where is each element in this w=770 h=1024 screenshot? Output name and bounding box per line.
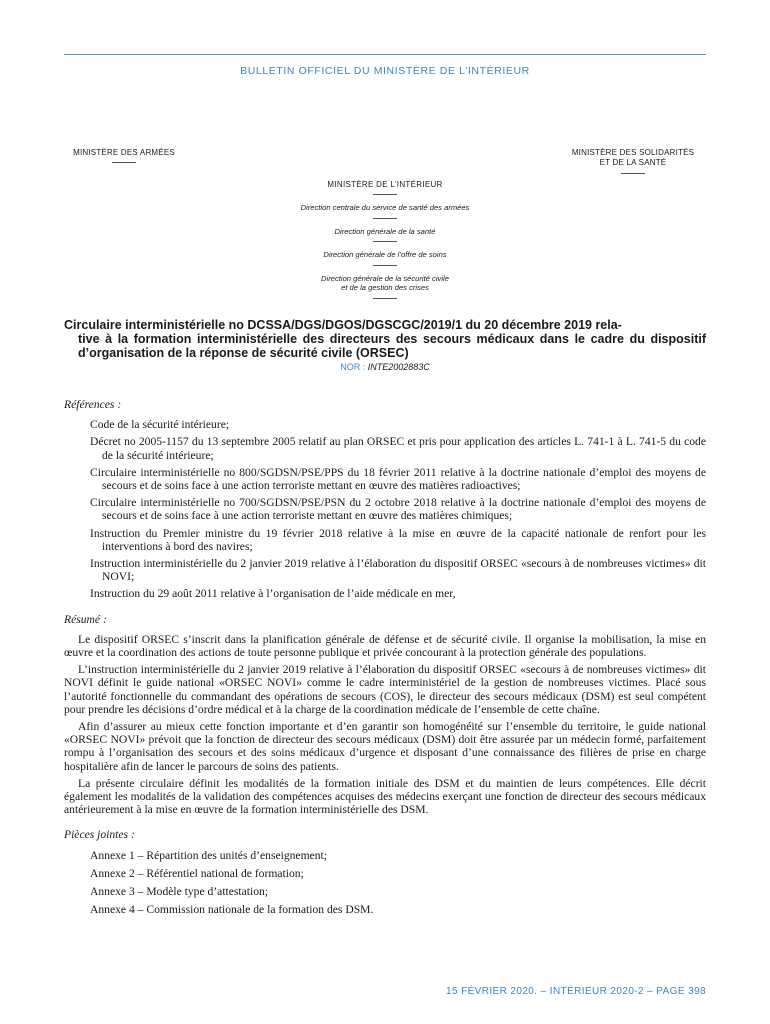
direction-4 — [235, 274, 535, 293]
ministry-right-line1: MINISTÈRE DES SOLIDARITÉS — [571, 148, 695, 157]
direction-4-line2: et de la gestion des crises — [341, 283, 429, 292]
reference-item: Code de la sécurité intérieure; — [90, 418, 230, 432]
page-footer: 15 FÉVRIER 2020. – INTÉRIEUR 2020-2 – PAGE 398 — [446, 986, 706, 997]
annex-item: Annexe 2 – Référentiel national de formation; — [90, 866, 304, 880]
direction-4-line1: Direction générale de la sécurité civile — [321, 273, 449, 283]
references-label: Références : — [64, 398, 122, 411]
attachments-label: Pièces jointes : — [64, 828, 135, 842]
direction-2: Direction générale de la santé — [334, 226, 436, 236]
annex-item: Annexe 3 – Modèle type d’attestation; — [90, 885, 269, 899]
divider — [373, 241, 397, 242]
summary-paragraph: L’instruction interministérielle du 2 janvier 2019 relative à l’élaboration du dispositif ORSEC «secours à de nombreuses victimes» dit NOVI définit le guide national «ORSEC NOVI» comme le cadre interministériel de la gestion de nombreuses victimes. Placé sous l’autorité fonctionnelle du commandant des opérations de secours (COS), le directeur des secours médicaux (DSM) est seul compétent pour prendre les décisions d’ordre médical et à la charge de la coordination médicale de l’ensemble de cette chaîne. — [64, 663, 706, 716]
reference-item: Circulaire interministérielle no 700/SGDSN/PSE/PSN du 2 octobre 2018 relative à la doctrine nationale d’emploi des moyens de secours et de soins face à une action terroriste mettant en œuvre des matières chimiques; — [90, 496, 706, 523]
circular-title-line1: Circulaire interministérielle no DCSSA/DGS/DGOS/DGSCGC/2019/1 du 20 décembre 2019 rela- — [64, 318, 622, 332]
ministry-center-label: MINISTÈRE DE L’INTÉRIEUR — [327, 180, 443, 189]
summary-paragraph: La présente circulaire définit les modalités de la formation initiale des DSM et du maintien de leurs compétences. Elle décrit également les modalités de la validation des compétences acquises des médecins exerçant une fonction de directeur des secours médicaux antérieurement à la mise en œuvre de la formation interministérielle des DSM. — [64, 776, 706, 817]
reference-item: Instruction du 29 août 2011 relative à l’organisation de l’aide médicale en mer, — [90, 587, 456, 601]
circular-title-rest: tive à la formation interministérielle des directeurs des secours médicaux dans le cadre du dispositif d’organisation de la réponse de sécurité civile (ORSEC) — [78, 332, 706, 360]
nor-label: NOR : — [340, 362, 368, 372]
ministry-left-label: MINISTÈRE DES ARMÉES — [73, 148, 175, 157]
ministry-center — [235, 180, 535, 299]
summary-paragraph: Afin d’assurer au mieux cette fonction importante et d’en garantir son homogénéité sur l’ensemble du territoire, le guide national «ORSEC NOVI» prévoit que la fonction de directeur des secours médicaux (DSM) doit être assurée par un médecin formé, parfaitement rompu à l’organisation des secours et des soins médicaux d’urgence et disposant d’une connaissance des filières de prise en charge hospitalière afin de lancer le parcours de soins des patients. — [64, 720, 706, 773]
divider — [112, 162, 136, 163]
summary-label: Résumé : — [64, 612, 107, 626]
divider — [373, 194, 397, 195]
bulletin-title: BULLETIN OFFICIEL DU MINISTÈRE DE L’INTÉRIEUR — [240, 65, 530, 77]
reference-item: Décret no 2005-1157 du 13 septembre 2005 relatif au plan ORSEC et pris pour application des articles L. 741-1 à L. 741-5 du code de la sécurité intérieure; — [90, 435, 706, 462]
divider — [373, 265, 397, 266]
annex-item: Annexe 4 – Commission nationale de la formation des DSM. — [90, 903, 374, 917]
ministry-left — [64, 148, 184, 163]
direction-1: Direction centrale du service de santé des armées — [300, 203, 470, 212]
reference-item: Circulaire interministérielle no 800/SGDSN/PSE/PPS du 18 février 2011 relative à la doctrine nationale d’emploi des moyens de secours et de soins face à une action terroriste mettant en œuvre des matières radioactives; — [90, 465, 706, 493]
nor-value: INTE2002883C — [367, 362, 430, 372]
divider — [373, 298, 397, 299]
ministry-right-line2: ET DE LA SANTÉ — [599, 158, 667, 167]
reference-item: Instruction du Premier ministre du 19 février 2018 relative à la mise en œuvre de la capacité nationale de renfort pour les interventions à bord des navires; — [90, 526, 706, 553]
reference-item: Instruction interministérielle du 2 janvier 2019 relative à l’élaboration du dispositif ORSEC «secours à de nombreuses victimes» dit NOVI; — [90, 557, 706, 584]
header-rule — [64, 54, 706, 55]
nor-reference — [64, 362, 706, 372]
direction-3: Direction générale de l’offre de soins — [323, 250, 447, 259]
divider — [621, 173, 645, 174]
circular-title — [64, 318, 706, 360]
summary-paragraph: Le dispositif ORSEC s’inscrit dans la planification générale de défense et de sécurité civile. Il organise la mobilisation, la mise en œuvre et la coordination des actions de toute personne publique et privée concourant à la protection générale des populations. — [64, 632, 706, 660]
document-body — [64, 398, 706, 922]
divider — [373, 218, 397, 219]
ministry-right — [560, 148, 706, 174]
annex-item: Annexe 1 – Répartition des unités d’enseignement; — [90, 848, 327, 862]
